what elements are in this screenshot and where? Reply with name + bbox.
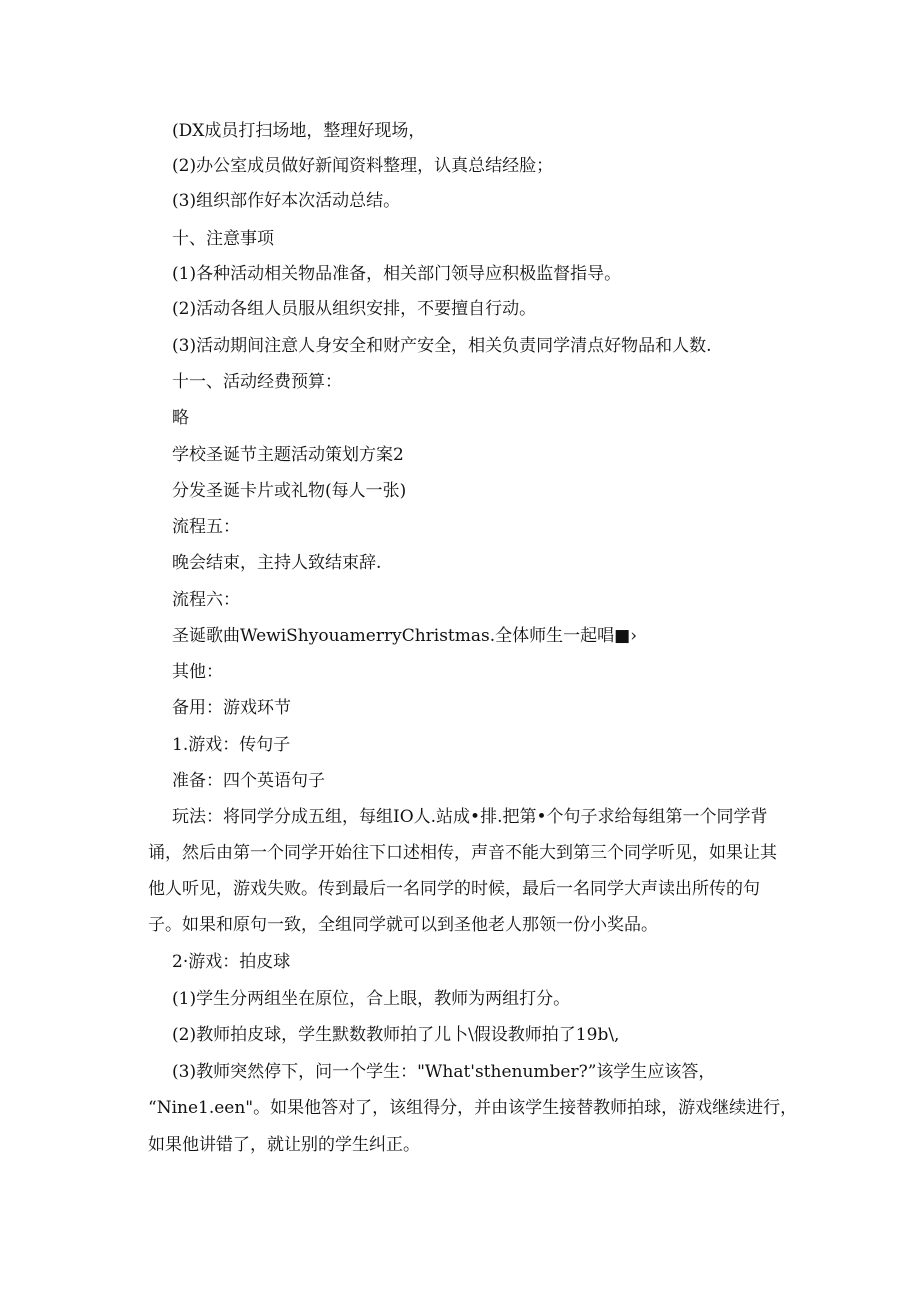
text-line-11: 分发圣诞卡片或礼物(每人一张) — [172, 481, 407, 501]
text-line-26: (2)教师拍皮球，学生默数教师拍了儿卜\假设教师拍了19b\, — [172, 1025, 620, 1045]
text-line-14: 流程六： — [172, 590, 240, 610]
text-line-1: (DX成员打扫场地，整理好现场， — [172, 121, 426, 141]
text-line-9: 略 — [172, 408, 189, 428]
text-line-19: 准备：四个英语句子 — [172, 771, 325, 791]
text-line-3: (3)组织部作好本次活动总结。 — [172, 191, 401, 211]
text-line-2: (2)办公室成员做好新闻资料整理，认真总结经脸； — [172, 156, 554, 176]
text-line-15: 圣诞歌曲WewiShyouamerryChristmas.全体师生一起唱■› — [172, 626, 638, 646]
text-line-6: (2)活动各组人员服从组织安排，不要擅自行动。 — [172, 299, 537, 319]
text-line-22: 他人听见，游戏失败。传到最后一名同学的时候，最后一名同学大声读出所传的句 — [148, 879, 760, 899]
text-line-29: 如果他讲错了，就让别的学生纠正。 — [148, 1135, 420, 1155]
section-heading-11: 十一、活动经费预算： — [172, 372, 342, 392]
text-line-7: (3)活动期间注意人身安全和财产安全，相关负责同学清点好物品和人数. — [172, 336, 712, 356]
section-heading-10: 十、注意事项 — [172, 229, 274, 249]
text-line-18: 1.游戏：传句子 — [172, 735, 291, 755]
text-line-28: “Nine1.een"。如果他答对了，该组得分，并由该学生接替教师拍球，游戏继续进行， — [148, 1098, 798, 1118]
text-line-21: 诵，然后由第一个同学开始往下口述相传，声音不能大到第三个同学听见，如果让其 — [148, 843, 777, 863]
text-line-5: (1)各种活动相关物品准备，相关部门领导应积极监督指导。 — [172, 264, 622, 284]
plan-title: 学校圣诞节主题活动策划方案2 — [172, 445, 404, 465]
text-line-13: 晚会结束，主持人致结束辞. — [172, 553, 382, 573]
text-line-17: 备用：游戏环节 — [172, 698, 291, 718]
text-line-20: 玩法：将同学分成五组，每组IO人.站成•排.把第•个句子求给每组第一个同学背 — [172, 807, 768, 827]
text-line-24: 2·游戏：拍皮球 — [172, 952, 291, 972]
text-line-25: (1)学生分两组坐在原位，合上眼，教师为两组打分。 — [172, 989, 571, 1009]
text-line-16: 其他： — [172, 662, 223, 682]
text-line-12: 流程五： — [172, 517, 240, 537]
text-line-27: (3)教师突然停下，问一个学生："What'sthenumber?”该学生应该答， — [172, 1062, 716, 1082]
text-line-23: 子。如果和原句一致，全组同学就可以到圣他老人那领一份小奖品。 — [148, 915, 658, 935]
